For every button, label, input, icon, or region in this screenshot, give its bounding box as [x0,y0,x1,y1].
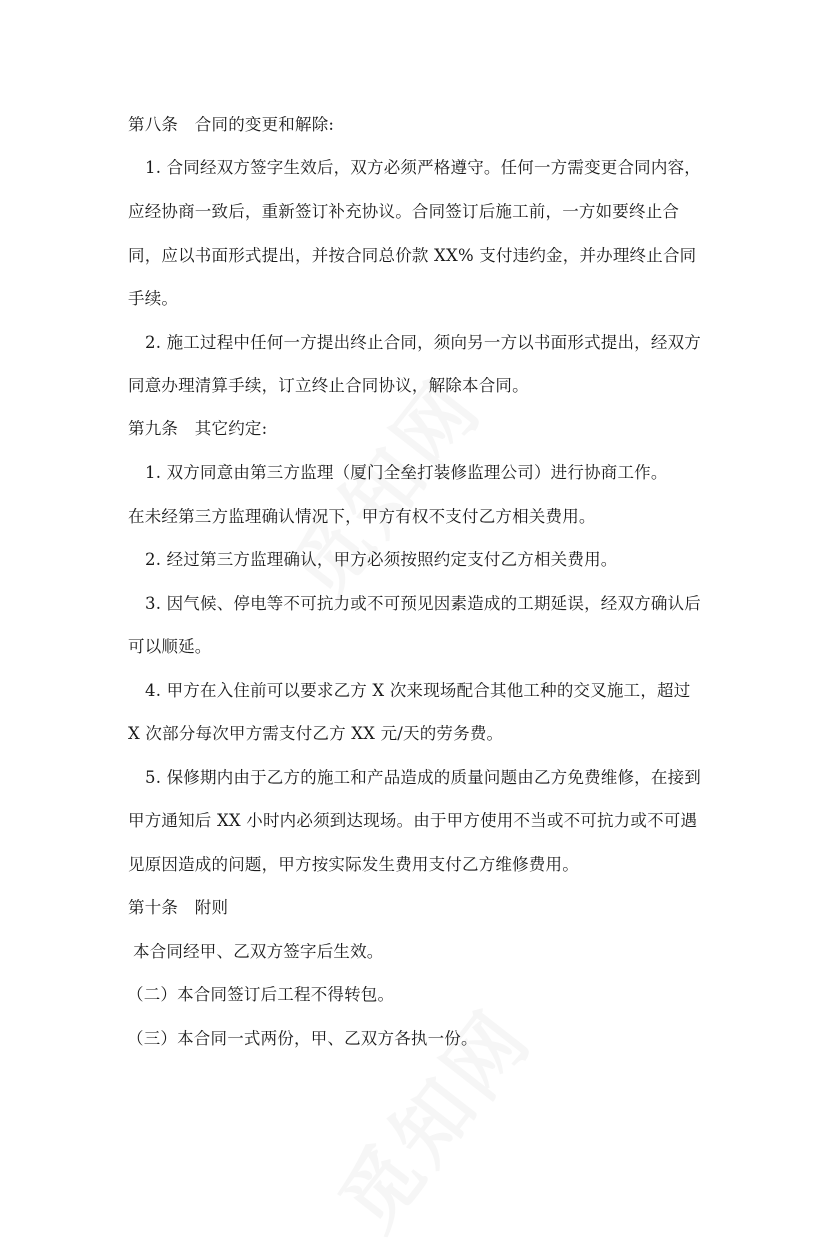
paragraph-line: （二）本合同签订后工程不得转包。 [127,985,395,1004]
article-10-heading: 第十条 附则 [128,898,229,917]
article-8-heading: 第八条 合同的变更和解除: [128,115,335,134]
paragraph-line: 本合同经甲、乙双方签字后生效。 [133,942,384,961]
paragraph-line: 同，应以书面形式提出，并按合同总价款 XX% 支付违约金，并办理终止合同 [128,246,697,265]
paragraph-line: 5. 保修期内由于乙方的施工和产品造成的质量问题由乙方免费维修，在接到 [145,768,701,787]
paragraph-line: 在未经第三方监理确认情况下，甲方有权不支付乙方相关费用。 [128,507,596,526]
paragraph-line: 4. 甲方在入住前可以要求乙方 X 次来现场配合其他工种的交叉施工，超过 [145,681,691,700]
paragraph-line: 2. 经过第三方监理确认，甲方必须按照约定支付乙方相关费用。 [145,550,618,569]
paragraph-line: 应经协商一致后，重新签订补充协议。合同签订后施工前，一方如要终止合 [128,202,680,221]
paragraph-line: 3. 因气候、停电等不可抗力或不可预见因素造成的工期延误，经双方确认后 [145,594,701,613]
paragraph-line: 1. 合同经双方签字生效后，双方必须严格遵守。任何一方需变更合同内容， [145,158,701,177]
paragraph-line: （三）本合同一式两份，甲、乙双方各执一份。 [127,1029,478,1048]
watermark-lower [309,982,552,1250]
paragraph-line: 手续。 [128,289,179,308]
paragraph-line: 同意办理清算手续，订立终止合同协议，解除本合同。 [128,376,529,395]
paragraph-line: X 次部分每次甲方需支付乙方 XX 元/天的劳务费。 [128,724,504,743]
paragraph-line: 1. 双方同意由第三方监理（厦门全垒打装修监理公司）进行协商工作。 [145,463,668,482]
paragraph-line: 见原因造成的问题，甲方按实际发生费用支付乙方维修费用。 [128,855,579,874]
paragraph-line: 2. 施工过程中任何一方提出终止合同，须向另一方以书面形式提出，经双方 [145,333,701,352]
article-9-heading: 第九条 其它约定: [128,419,268,438]
paragraph-line: 可以顺延。 [128,637,212,656]
paragraph-line: 甲方通知后 XX 小时内必须到达现场。由于甲方使用不当或不可抗力或不可遇 [128,811,698,830]
